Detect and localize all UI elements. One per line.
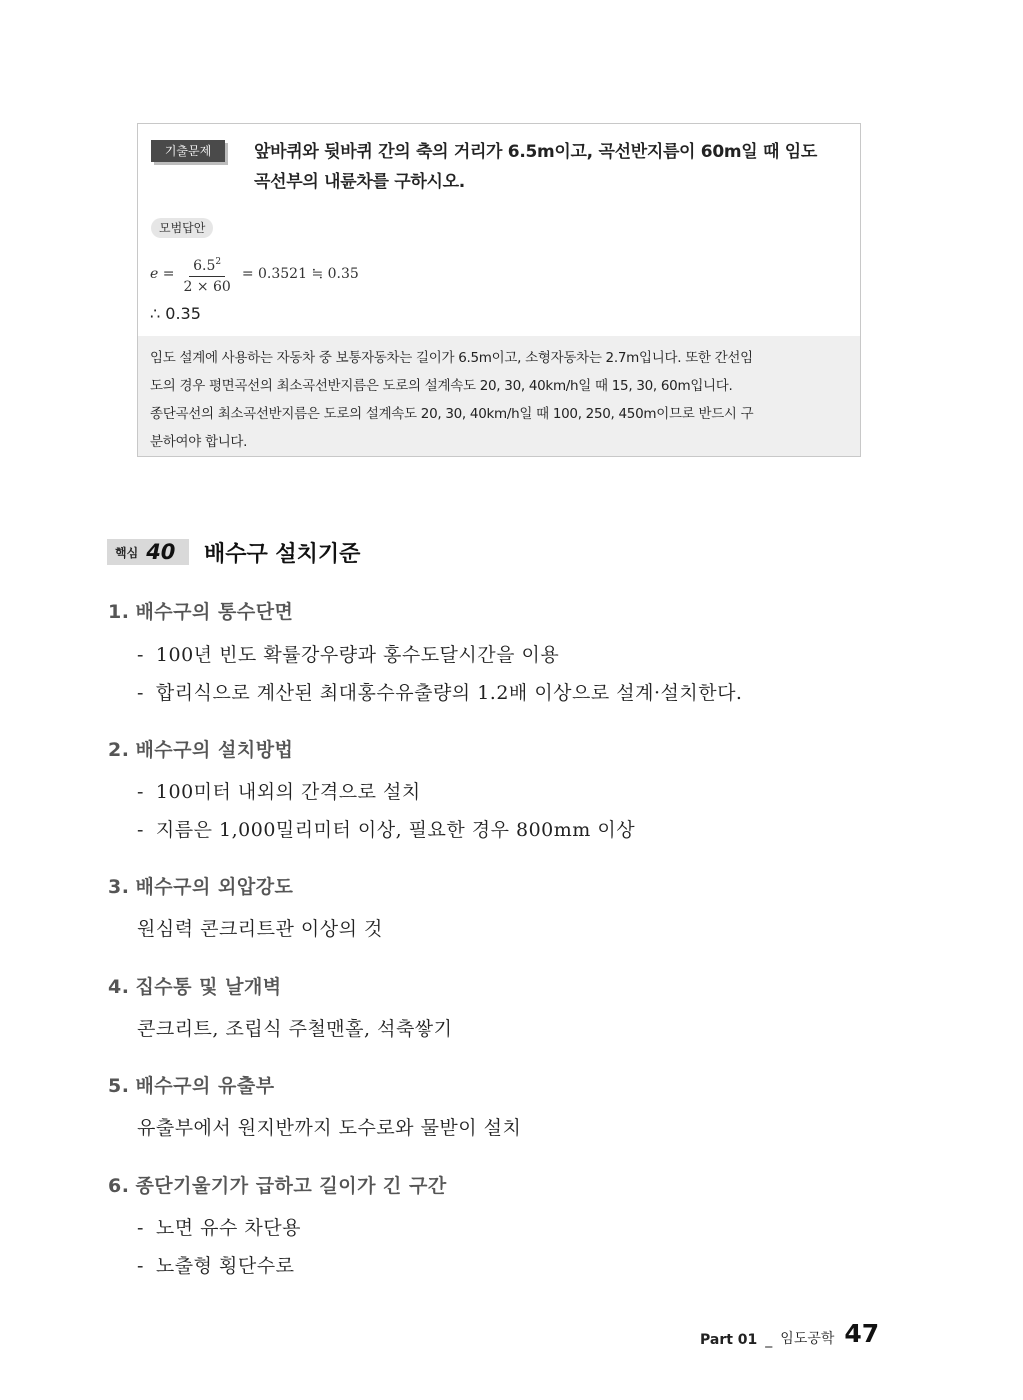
formula-numerator <box>189 253 225 277</box>
section-number: 5. <box>108 1075 130 1097</box>
section-heading <box>108 972 282 999</box>
page-number: 47 <box>844 1319 880 1348</box>
section-number: 6. <box>108 1175 130 1197</box>
page-footer <box>700 1318 879 1348</box>
section-title: 배수구의 통수단면 <box>135 601 294 623</box>
exam-tag: 기출문제 <box>151 140 225 162</box>
section-heading <box>108 1171 447 1198</box>
section-number: 3. <box>108 876 130 898</box>
list-item <box>137 1213 301 1240</box>
exam-question-line: 곡선부의 내륜차를 구하시오. <box>254 172 465 192</box>
model-answer-tag: 모범답안 <box>151 218 213 238</box>
footer-part: Part 01 <box>700 1332 758 1348</box>
core-number: 40 <box>146 540 176 564</box>
list-dash: - <box>137 644 144 666</box>
body-text: 콘크리트, 조립식 주철맨홀, 석축쌓기 <box>137 1018 453 1040</box>
list-item <box>137 1251 294 1278</box>
explanation-box <box>138 336 860 456</box>
body-text: 원심력 콘크리트관 이상의 것 <box>137 918 383 940</box>
explanation-line: 종단곡선의 최소곡선반지름은 도로의 설계속도 20, 30, 40km/h일 때 100, 250, 450m이므로 반드시 구 <box>150 406 754 422</box>
core-title: 배수구 설치기준 <box>204 542 361 567</box>
section-number: 2. <box>108 739 130 761</box>
list-text: 100미터 내외의 간격으로 설치 <box>155 781 421 803</box>
formula-denominator: 2 × 60 <box>183 278 231 295</box>
formula-fraction <box>179 253 234 296</box>
list-text: 노출형 횡단수로 <box>155 1255 295 1277</box>
list-dash: - <box>137 1217 144 1239</box>
list-item <box>137 777 421 804</box>
section-title: 배수구의 유출부 <box>135 1075 275 1097</box>
answer-conclusion: ∴ 0.35 <box>150 304 201 323</box>
section-title: 집수통 및 날개벽 <box>135 976 282 998</box>
explanation-line: 분하여야 합니다. <box>150 434 248 450</box>
body-text: 유출부에서 원지반까지 도수로와 물받이 설치 <box>137 1117 522 1139</box>
formula-numerator-base: 6.5 <box>193 257 216 274</box>
list-dash: - <box>137 819 144 841</box>
section-heading <box>108 735 293 762</box>
section-number: 4. <box>108 976 130 998</box>
exam-question <box>254 137 854 197</box>
core-label: 핵심 <box>115 545 139 560</box>
core-badge <box>107 539 189 565</box>
list-dash: - <box>137 682 144 704</box>
list-text: 합리식으로 계산된 최대홍수유출량의 1.2배 이상으로 설계·설치한다. <box>155 682 743 704</box>
answer-formula <box>150 252 359 296</box>
list-item <box>137 815 635 842</box>
list-text: 지름은 1,000밀리미터 이상, 필요한 경우 800mm 이상 <box>155 819 636 841</box>
exam-question-line: 앞바퀴와 뒷바퀴 간의 축의 거리가 6.5m이고, 곡선반지름이 60m일 때 임도 <box>254 142 817 162</box>
footer-subject: 임도공학 <box>780 1331 835 1347</box>
section-title: 종단기울기가 급하고 길이가 긴 구간 <box>135 1175 447 1197</box>
section-title: 배수구의 설치방법 <box>135 739 294 761</box>
section-number: 1. <box>108 601 130 623</box>
section-title: 배수구의 외압강도 <box>135 876 294 898</box>
formula-rhs: = 0.3521 ≒ 0.35 <box>241 266 359 282</box>
footer-separator: _ <box>765 1332 773 1348</box>
list-dash: - <box>137 781 144 803</box>
section-heading <box>108 872 293 899</box>
formula-numerator-exponent: 2 <box>215 256 222 267</box>
section-heading <box>108 597 293 624</box>
formula-lhs: e = <box>150 266 175 282</box>
section-heading <box>108 1071 275 1098</box>
list-dash: - <box>137 1255 144 1277</box>
list-text: 노면 유수 차단용 <box>155 1217 301 1239</box>
explanation-line: 도의 경우 평면곡선의 최소곡선반지름은 도로의 설계속도 20, 30, 40km/h일 때 15, 30, 60m입니다. <box>150 378 733 394</box>
list-text: 100년 빈도 확률강우량과 홍수도달시간을 이용 <box>155 644 560 666</box>
list-item <box>137 678 742 705</box>
exam-question-box <box>137 123 861 457</box>
list-item <box>137 640 559 667</box>
explanation-line: 임도 설계에 사용하는 자동차 중 보통자동차는 길이가 6.5m이고, 소형자동차는 2.7m입니다. 또한 간선임 <box>150 350 753 366</box>
